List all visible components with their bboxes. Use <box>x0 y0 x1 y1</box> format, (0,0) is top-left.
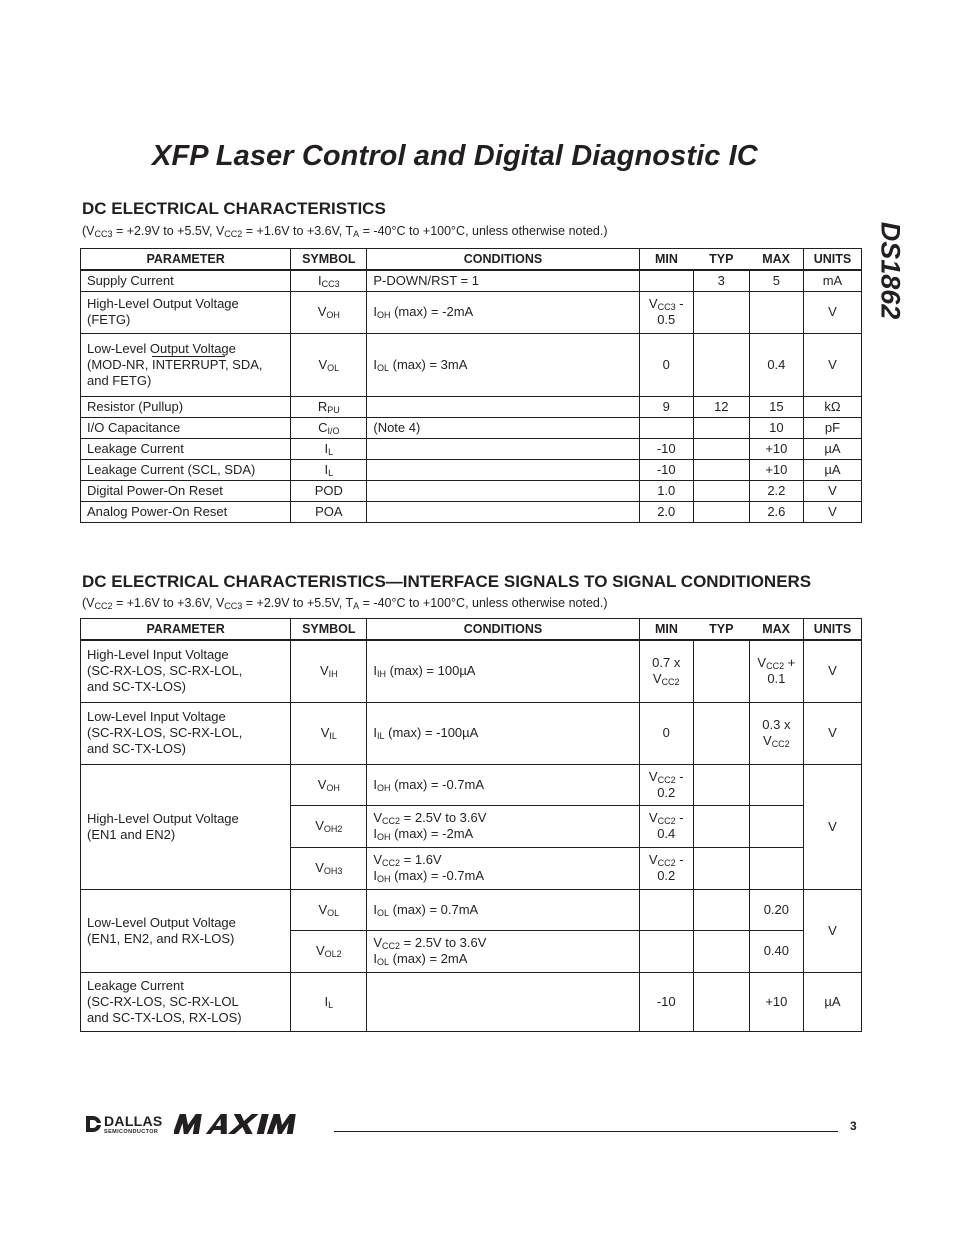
param-cell: High-Level Output Voltage (EN1 and EN2) <box>81 764 291 889</box>
page-title: XFP Laser Control and Digital Diagnostic IC <box>152 140 758 172</box>
max-cell: 2.2 <box>749 480 803 501</box>
side-part-number <box>862 205 922 345</box>
conditions-cell: $V_{CC2} = 2.5V$ to 3.6V $I_{OH}$ (max) = -2mA <box>367 805 639 847</box>
max-cell: +10 <box>749 459 803 480</box>
maxim-logo <box>174 1113 324 1135</box>
max-cell: 0.40 <box>749 930 803 972</box>
max-cell: 2.6 <box>749 501 803 522</box>
interrupt-overbar-text: INTERRUPT <box>152 356 225 372</box>
conditions-cell <box>367 501 639 522</box>
min-cell: 2.0 <box>639 501 693 522</box>
typ-cell <box>693 805 749 847</box>
dallas-semiconductor-logo <box>84 1114 170 1136</box>
typ-cell <box>693 764 749 805</box>
symbol-cell: $I_L$ <box>291 459 367 480</box>
typ-cell: 12 <box>693 396 749 417</box>
typ-cell <box>693 847 749 889</box>
symbol-cell: $C_{I/O}$ <box>291 417 367 438</box>
table-row <box>81 333 862 396</box>
page-footer <box>84 1112 864 1142</box>
conditions-cell: (Note 4) <box>367 417 639 438</box>
min-cell: $V_{CC3}$ - 0.5 <box>639 291 693 333</box>
param-cell: Low-Level Input Voltage (SC-RX-LOS, SC-RX-LOL, and SC-TX-LOS) <box>81 702 291 764</box>
min-cell <box>639 930 693 972</box>
side-part-number-text: DS1862 <box>875 221 906 320</box>
units-cell: µA <box>803 459 861 480</box>
table-row <box>81 889 862 930</box>
units-cell: V <box>803 333 861 396</box>
typ-cell: 3 <box>693 270 749 291</box>
min-cell: $V_{CC2}$ - 0.2 <box>639 847 693 889</box>
col-header-min: MIN <box>639 249 693 271</box>
symbol-cell: $V_{OH}$ <box>291 764 367 805</box>
table-row <box>81 972 862 1031</box>
col-header-symbol: SYMBOL <box>291 619 367 641</box>
conditions-cell: $I_{OL}$ (max) = 3mA <box>367 333 639 396</box>
symbol-cell: $V_{OH}$ <box>291 291 367 333</box>
symbol-cell: $I_{CC3}$ <box>291 270 367 291</box>
min-cell: 0 <box>639 333 693 396</box>
max-cell: 0.3 x $V_{CC2}$ <box>749 702 803 764</box>
symbol-cell: $I_L$ <box>291 972 367 1031</box>
col-header-conditions: CONDITIONS <box>367 619 639 641</box>
table-row <box>81 501 862 522</box>
dallas-wordmark: DALLAS <box>104 1113 163 1129</box>
units-cell: V <box>803 702 861 764</box>
col-header-max: MAX <box>749 619 803 641</box>
symbol-cell: $V_{OL}$ <box>291 889 367 930</box>
symbol-cell: $V_{OL}$ <box>291 333 367 396</box>
conditions-cell: $I_{OH}$ (max) = -0.7mA <box>367 764 639 805</box>
units-cell: V <box>803 889 861 972</box>
section-heading-dc: DC ELECTRICAL CHARACTERISTICS <box>82 199 386 218</box>
min-cell: $V_{CC2}$ - 0.4 <box>639 805 693 847</box>
max-cell: $V_{CC2}$ + 0.1 <box>749 640 803 702</box>
param-cell: Leakage Current (SC-RX-LOS, SC-RX-LOL and SC-TX-LOS, RX-LOS) <box>81 972 291 1031</box>
typ-cell <box>693 459 749 480</box>
symbol-cell: $V_{IH}$ <box>291 640 367 702</box>
conditions-cell: $V_{CC2} = 1.6V$ $I_{OH}$ (max) = -0.7mA <box>367 847 639 889</box>
col-header-units: UNITS <box>803 249 861 271</box>
table-row <box>81 291 862 333</box>
test-conditions-note-interface: ($V_{CC2} = +1.6V$ to +3.6V, $V_{CC3} = +2.9V$ to +5.5V, $T_A = -40^\circ C$ to +100°C, unless otherwise noted.) <box>82 596 608 611</box>
typ-cell <box>693 501 749 522</box>
table-row <box>81 764 862 805</box>
min-cell: 9 <box>639 396 693 417</box>
typ-cell <box>693 930 749 972</box>
table-row <box>81 702 862 764</box>
param-cell: High-Level Input Voltage (SC-RX-LOS, SC-RX-LOL, and SC-TX-LOS) <box>81 640 291 702</box>
max-cell: 5 <box>749 270 803 291</box>
table-row <box>81 417 862 438</box>
symbol-cell: $V_{OH2}$ <box>291 805 367 847</box>
param-cell: Supply Current <box>81 270 291 291</box>
max-cell <box>749 805 803 847</box>
min-cell: -10 <box>639 972 693 1031</box>
max-cell: 0.20 <box>749 889 803 930</box>
typ-cell <box>693 417 749 438</box>
max-cell: 10 <box>749 417 803 438</box>
units-cell: V <box>803 291 861 333</box>
table-row <box>81 270 862 291</box>
param-cell: Low-Level Output Voltage (EN1, EN2, and RX-LOS) <box>81 889 291 972</box>
dallas-subtitle: SEMICONDUCTOR <box>104 1129 159 1135</box>
param-cell: I/O Capacitance <box>81 417 291 438</box>
conditions-cell <box>367 972 639 1031</box>
units-cell: V <box>803 764 861 889</box>
param-cell: Low-Level Output Voltage (MOD-NR, INTERRUPT, SDA, and FETG) <box>81 333 291 396</box>
section-heading-interface: DC ELECTRICAL CHARACTERISTICS—INTERFACE SIGNALS TO SIGNAL CONDITIONERS <box>82 572 812 591</box>
table-row <box>81 459 862 480</box>
typ-cell <box>693 291 749 333</box>
col-header-typ: TYP <box>693 249 749 271</box>
min-cell <box>639 270 693 291</box>
symbol-cell: $V_{OL2}$ <box>291 930 367 972</box>
min-cell: $V_{CC2}$ - 0.2 <box>639 764 693 805</box>
min-cell: -10 <box>639 459 693 480</box>
conditions-cell: P-DOWN/RST = 1 <box>367 270 639 291</box>
test-conditions-note: ($V_{CC3} = +2.9V$ to +5.5V, $V_{CC2} = +1.6V$ to +3.6V, $T_A = -40^\circ C$ to +100°C, unless otherwise noted.) <box>82 224 608 239</box>
param-cell: Resistor (Pullup) <box>81 396 291 417</box>
dc-characteristics-table <box>80 248 862 523</box>
max-cell: 15 <box>749 396 803 417</box>
min-cell <box>639 417 693 438</box>
units-cell: mA <box>803 270 861 291</box>
min-cell: 0.7 x $V_{CC2}$ <box>639 640 693 702</box>
conditions-cell <box>367 396 639 417</box>
col-header-parameter: PARAMETER <box>81 619 291 641</box>
max-cell: +10 <box>749 438 803 459</box>
units-cell: µA <box>803 438 861 459</box>
col-header-units: UNITS <box>803 619 861 641</box>
symbol-cell: $V_{OH3}$ <box>291 847 367 889</box>
param-cell: Analog Power-On Reset <box>81 501 291 522</box>
max-cell: 0.4 <box>749 333 803 396</box>
col-header-min: MIN <box>639 619 693 641</box>
conditions-cell <box>367 480 639 501</box>
units-cell: kΩ <box>803 396 861 417</box>
interface-signals-table <box>80 618 862 1032</box>
param-cell: Digital Power-On Reset <box>81 480 291 501</box>
typ-cell <box>693 889 749 930</box>
units-cell: pF <box>803 417 861 438</box>
conditions-cell: $I_{OH}$ (max) = -2mA <box>367 291 639 333</box>
param-cell: Leakage Current <box>81 438 291 459</box>
conditions-cell: $I_{OL}$ (max) = 0.7mA <box>367 889 639 930</box>
min-cell: -10 <box>639 438 693 459</box>
col-header-typ: TYP <box>693 619 749 641</box>
footer-rule <box>334 1131 838 1132</box>
typ-cell <box>693 972 749 1031</box>
conditions-cell: $I_{IL}$ (max) = -100µA <box>367 702 639 764</box>
min-cell <box>639 889 693 930</box>
param-cell: Leakage Current (SCL, SDA) <box>81 459 291 480</box>
symbol-cell: $V_{IL}$ <box>291 702 367 764</box>
col-header-symbol: SYMBOL <box>291 249 367 271</box>
units-cell: µA <box>803 972 861 1031</box>
min-cell: 0 <box>639 702 693 764</box>
units-cell: V <box>803 501 861 522</box>
table-row <box>81 480 862 501</box>
param-cell: High-Level Output Voltage (FETG) <box>81 291 291 333</box>
symbol-cell: $R_{PU}$ <box>291 396 367 417</box>
table-row <box>81 438 862 459</box>
conditions-cell: $V_{CC2} = 2.5V$ to 3.6V $I_{OL}$ (max) = 2mA <box>367 930 639 972</box>
typ-cell <box>693 480 749 501</box>
typ-cell <box>693 438 749 459</box>
table-row <box>81 396 862 417</box>
col-header-max: MAX <box>749 249 803 271</box>
max-cell: +10 <box>749 972 803 1031</box>
table-row <box>81 640 862 702</box>
min-cell: 1.0 <box>639 480 693 501</box>
typ-cell <box>693 702 749 764</box>
conditions-cell <box>367 459 639 480</box>
dallas-mark-icon <box>84 1114 102 1134</box>
symbol-cell: POA <box>291 501 367 522</box>
typ-cell <box>693 333 749 396</box>
max-cell <box>749 291 803 333</box>
table-header-row <box>81 249 862 271</box>
symbol-cell: $I_L$ <box>291 438 367 459</box>
page-number: 3 <box>850 1119 857 1133</box>
typ-cell <box>693 640 749 702</box>
max-cell <box>749 764 803 805</box>
conditions-cell: $I_{IH}$ (max) = 100µA <box>367 640 639 702</box>
units-cell: V <box>803 640 861 702</box>
symbol-cell: POD <box>291 480 367 501</box>
units-cell: V <box>803 480 861 501</box>
col-header-parameter: PARAMETER <box>81 249 291 271</box>
max-cell <box>749 847 803 889</box>
conditions-cell <box>367 438 639 459</box>
col-header-conditions: CONDITIONS <box>367 249 639 271</box>
table-header-row <box>81 619 862 641</box>
